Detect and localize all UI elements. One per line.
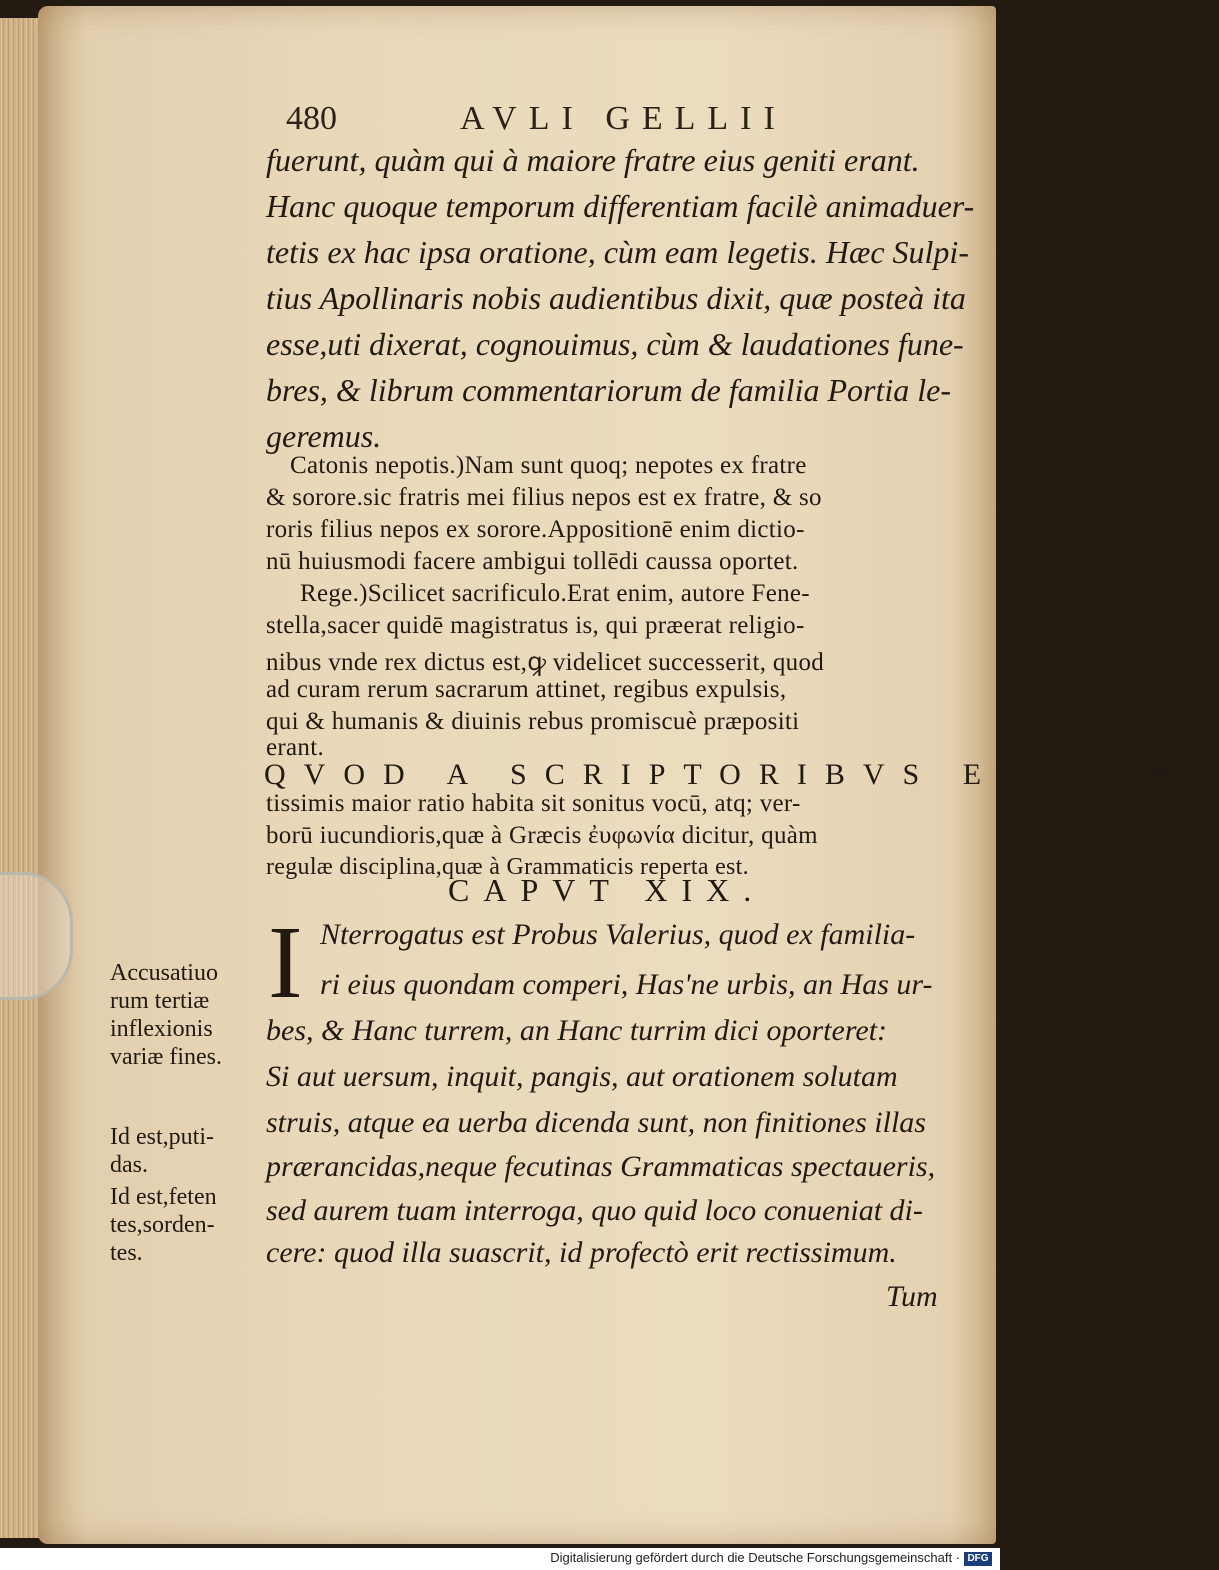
text-line: tius Apollinaris nobis audientibus dixit, quæ posteà ita — [266, 280, 966, 316]
margin-note: Id est,puti- — [110, 1124, 214, 1150]
margin-note: tes. — [110, 1240, 143, 1266]
margin-note: inflexionis — [110, 1016, 213, 1042]
commentary-line: Catonis nepotis.)Nam sunt quoq; nepotes ex fratre — [290, 452, 807, 479]
margin-note: rum tertiæ — [110, 988, 210, 1014]
chapter-heading-line: regulæ disciplina,quæ à Grammaticis reperta est. — [266, 854, 749, 880]
text-line: geremus. — [266, 418, 382, 454]
commentary-line: erant. — [266, 734, 325, 761]
footer-bar — [0, 1548, 1000, 1570]
commentary-line: stella,sacer quidē magistratus is, qui præerat religio- — [266, 612, 805, 639]
page-clip — [0, 872, 73, 1000]
text-line: Hanc quoque temporum differentiam facilè animaduer- — [266, 188, 975, 224]
chapter-number: CAPVT XIX. — [448, 872, 766, 908]
margin-note: variæ fines. — [110, 1044, 222, 1070]
text-line: bres, & librum commentariorum de familia Portia le- — [266, 372, 951, 408]
text-line: struis, atque ea uerba dicenda sunt, non finitiones illas — [266, 1106, 926, 1139]
margin-note: Accusatiuo — [110, 960, 218, 986]
chapter-heading-line: tissimis maior ratio habita sit sonitus vocū, atq; ver- — [266, 790, 801, 817]
text-line: fuerunt, quàm qui à maiore fratre eius geniti erant. — [266, 142, 920, 178]
text-line: esse,uti dixerat, cognouimus, cùm & laudationes fune- — [266, 326, 964, 362]
running-title: AVLI GELLII — [460, 100, 787, 137]
commentary-line: nibus vnde rex dictus est,ꝙ videlicet successerit, quod — [266, 649, 825, 676]
dfg-logo: DFG — [964, 1552, 992, 1566]
page-number: 480 — [286, 100, 337, 137]
text-line: cere: quod illa suascrit, id profectò erit rectissimum. — [266, 1236, 897, 1269]
funding-credit: Digitalisierung gefördert durch die Deutsche Forschungsgemeinschaft · — [550, 1550, 960, 1565]
text-line: Si aut uersum, inquit, pangis, aut orationem solutam — [266, 1060, 898, 1093]
commentary-line: nū huiusmodi facere ambigui tollēdi caussa oportet. — [266, 548, 799, 575]
margin-note: tes,sorden- — [110, 1212, 215, 1238]
commentary-line: ad curam rerum sacrarum attinet, regibus expulsis, — [266, 676, 787, 703]
commentary-line: Rege.)Scilicet sacrificulo.Erat enim, autore Fene- — [300, 580, 810, 607]
text-line: tetis ex hac ipsa oratione, cùm eam legetis. Hæc Sulpi- — [266, 234, 969, 270]
text-line: ri eius quondam comperi, Has'ne urbis, an Has ur- — [320, 968, 933, 1001]
drop-capital: I — [268, 905, 303, 1020]
commentary-line: roris filius nepos ex sorore.Appositionē enim dictio- — [266, 516, 805, 543]
text-line: prærancidas,neque fecutinas Grammaticas spectaueris, — [266, 1150, 936, 1183]
margin-note: Id est,feten — [110, 1184, 217, 1210]
text-line: sed aurem tuam interroga, quo quid loco conueniat di- — [266, 1194, 923, 1227]
chapter-heading-line: borū iucundioris,quæ à Græcis ἐυφωνία dicitur, quàm — [266, 822, 818, 849]
chapter-heading: QVOD A SCRIPTORIBVS ELEGAN- — [264, 758, 1219, 791]
margin-note: das. — [110, 1152, 148, 1178]
text-line: Nterrogatus est Probus Valerius, quod ex familia- — [320, 918, 916, 951]
text-line: bes, & Hanc turrem, an Hanc turrim dici oporteret: — [266, 1014, 888, 1047]
commentary-line: qui & humanis & diuinis rebus promiscuè præpositi — [266, 708, 800, 735]
commentary-line: & sorore.sic fratris mei filius nepos est ex fratre, & so — [266, 484, 822, 511]
catchword: Tum — [886, 1280, 938, 1313]
